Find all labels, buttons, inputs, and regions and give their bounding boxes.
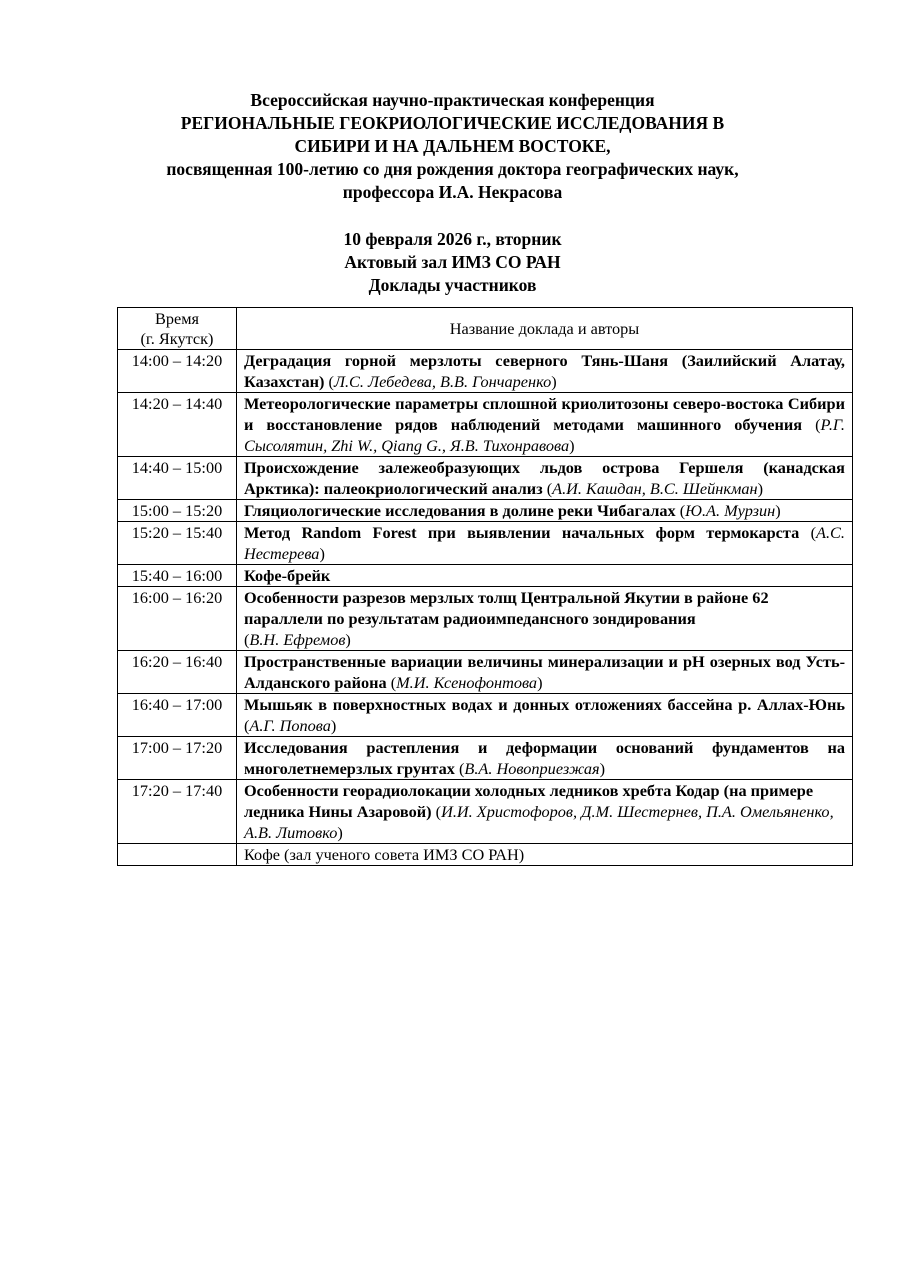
conference-title-line-2: СИБИРИ И НА ДАЛЬНЕМ ВОСТОКЕ, <box>294 136 611 156</box>
table-row <box>118 457 853 500</box>
row-time: 16:00 – 16:20 <box>118 587 237 651</box>
row-report: Пространственные вариации величины минерализации и pH озерных вод Усть-Алданского района (М.И. Ксенофонтова) <box>237 651 853 694</box>
table-row-closing <box>118 844 853 866</box>
report-title: Метеорологические параметры сплошной криолитозоны северо-востока Сибири и восстановление рядов наблюдений методами машинного обучения <box>244 394 845 434</box>
table-row <box>118 780 853 844</box>
report-title: Пространственные вариации величины минерализации и pH озерных вод Усть-Алданского района <box>244 652 845 692</box>
report-title: Исследования растепления и деформации оснований фундаментов на многолетнемерзлых грунтах <box>244 738 845 778</box>
report-title: Деградация горной мерзлоты северного Тянь-Шаня (Заилийский Алатау, Казахстан) <box>244 351 845 391</box>
report-title: Происхождение залежеобразующих льдов острова Гершеля (канадская Арктика): палеокриологический анализ <box>244 458 845 498</box>
dedication-line-1: посвященная 100-летию со дня рождения доктора географических наук, <box>166 159 739 179</box>
report-authors: А.С. Нестерева <box>244 523 845 563</box>
row-report: Метод Random Forest при выявлении начальных форм термокарста (А.С. Нестерева) <box>237 522 853 565</box>
time-column-label: Время <box>154 309 200 328</box>
row-time-empty <box>118 844 237 866</box>
event-date: 10 февраля 2026 г., вторник <box>343 229 562 249</box>
row-report: Мышьяк в поверхностных водах и донных отложениях бассейна р. Аллах-Юнь (А.Г. Попова) <box>237 694 853 737</box>
report-authors: А.И. Кашдан, В.С. Шейнкман <box>552 479 758 498</box>
row-time: 16:20 – 16:40 <box>118 651 237 694</box>
row-time: 15:20 – 15:40 <box>118 522 237 565</box>
table-row <box>118 694 853 737</box>
table-row <box>118 587 853 651</box>
report-authors: Ю.А. Мурзин <box>685 501 776 520</box>
section-title: Доклады участников <box>368 275 537 295</box>
report-authors: В.Н. Ефремов <box>249 630 346 649</box>
report-authors: Л.С. Лебедева, В.В. Гончаренко <box>333 372 552 391</box>
row-report: Исследования растепления и деформации оснований фундаментов на многолетнемерзлых грунтах (В.А. Новоприезжая) <box>237 737 853 780</box>
dedication-line-2: профессора И.А. Некрасова <box>342 182 563 202</box>
conference-title-line-1: РЕГИОНАЛЬНЫЕ ГЕОКРИОЛОГИЧЕСКИЕ ИССЛЕДОВАНИЯ В <box>180 113 725 133</box>
row-time: 15:00 – 15:20 <box>118 500 237 522</box>
row-time: 14:20 – 14:40 <box>118 393 237 457</box>
row-time: 17:00 – 17:20 <box>118 737 237 780</box>
table-row <box>118 393 853 457</box>
report-authors: Р.Г. Сысолятин, Zhi W., Qiang G., Я.В. Тихонравова <box>244 415 846 455</box>
title-column-header: Название доклада и авторы <box>237 308 853 350</box>
table-row <box>118 500 853 522</box>
row-report: Гляциологические исследования в долине реки Чибагалах (Ю.А. Мурзин) <box>237 500 853 522</box>
row-report: Метеорологические параметры сплошной криолитозоны северо-востока Сибири и восстановление рядов наблюдений методами машинного обучения (Р.Г. Сысолятин, Zhi W., Qiang G., Я.В. Тихонравова) <box>237 393 853 457</box>
table-row-break <box>118 565 853 587</box>
report-title: Метод Random Forest при выявлении начальных форм термокарста <box>244 523 800 542</box>
header-spacer <box>0 204 905 228</box>
report-authors: В.А. Новоприезжая <box>464 759 600 778</box>
event-venue: Актовый зал ИМЗ СО РАН <box>344 252 561 272</box>
row-time: 17:20 – 17:40 <box>118 780 237 844</box>
report-title: Гляциологические исследования в долине реки Чибагалах <box>244 501 676 520</box>
report-authors: А.Г. Попова <box>249 716 331 735</box>
row-time: 14:00 – 14:20 <box>118 350 237 393</box>
table-row <box>118 651 853 694</box>
closing-coffee: Кофе (зал ученого совета ИМЗ СО РАН) <box>237 844 853 866</box>
row-report: Особенности георадиолокации холодных ледников хребта Кодар (на примере ледника Нины Азаровой) (И.И. Христофоров, Д.М. Шестернев, П.А. Омельяненко, А.В. Литовко) <box>237 780 853 844</box>
time-column-header <box>118 308 237 350</box>
report-title: Мышьяк в поверхностных водах и донных отложениях бассейна р. Аллах-Юнь <box>244 695 845 714</box>
report-authors: М.И. Ксенофонтова <box>396 673 538 692</box>
row-time: 15:40 – 16:00 <box>118 565 237 587</box>
row-time: 16:40 – 17:00 <box>118 694 237 737</box>
report-title: Особенности георадиолокации холодных ледников хребта Кодар (на примере ледника Нины Азаровой) <box>244 781 814 821</box>
table-row <box>118 737 853 780</box>
program-table <box>117 307 853 866</box>
row-time: 14:40 – 15:00 <box>118 457 237 500</box>
coffee-break: Кофе-брейк <box>237 565 853 587</box>
row-report: Деградация горной мерзлоты северного Тянь-Шаня (Заилийский Алатау, Казахстан) (Л.С. Лебедева, В.В. Гончаренко) <box>237 350 853 393</box>
table-row <box>118 522 853 565</box>
conference-type: Всероссийская научно-практическая конференция <box>250 90 655 110</box>
table-header-row <box>118 308 853 350</box>
time-column-zone: (г. Якутск) <box>140 329 214 348</box>
table-row <box>118 350 853 393</box>
report-authors: И.И. Христофоров, Д.М. Шестернев, П.А. Омельяненко, А.В. Литовко <box>244 802 834 842</box>
row-report: Особенности разрезов мерзлых толщ Центральной Якутии в районе 62 параллели по результатам радиоимпедансного зондирования (В.Н. Ефремов) <box>237 587 853 651</box>
document-header <box>0 89 905 297</box>
report-title: Особенности разрезов мерзлых толщ Центральной Якутии в районе 62 параллели по результатам радиоимпедансного зондирования <box>244 588 769 628</box>
row-report: Происхождение залежеобразующих льдов острова Гершеля (канадская Арктика): палеокриологический анализ (А.И. Кашдан, В.С. Шейнкман) <box>237 457 853 500</box>
